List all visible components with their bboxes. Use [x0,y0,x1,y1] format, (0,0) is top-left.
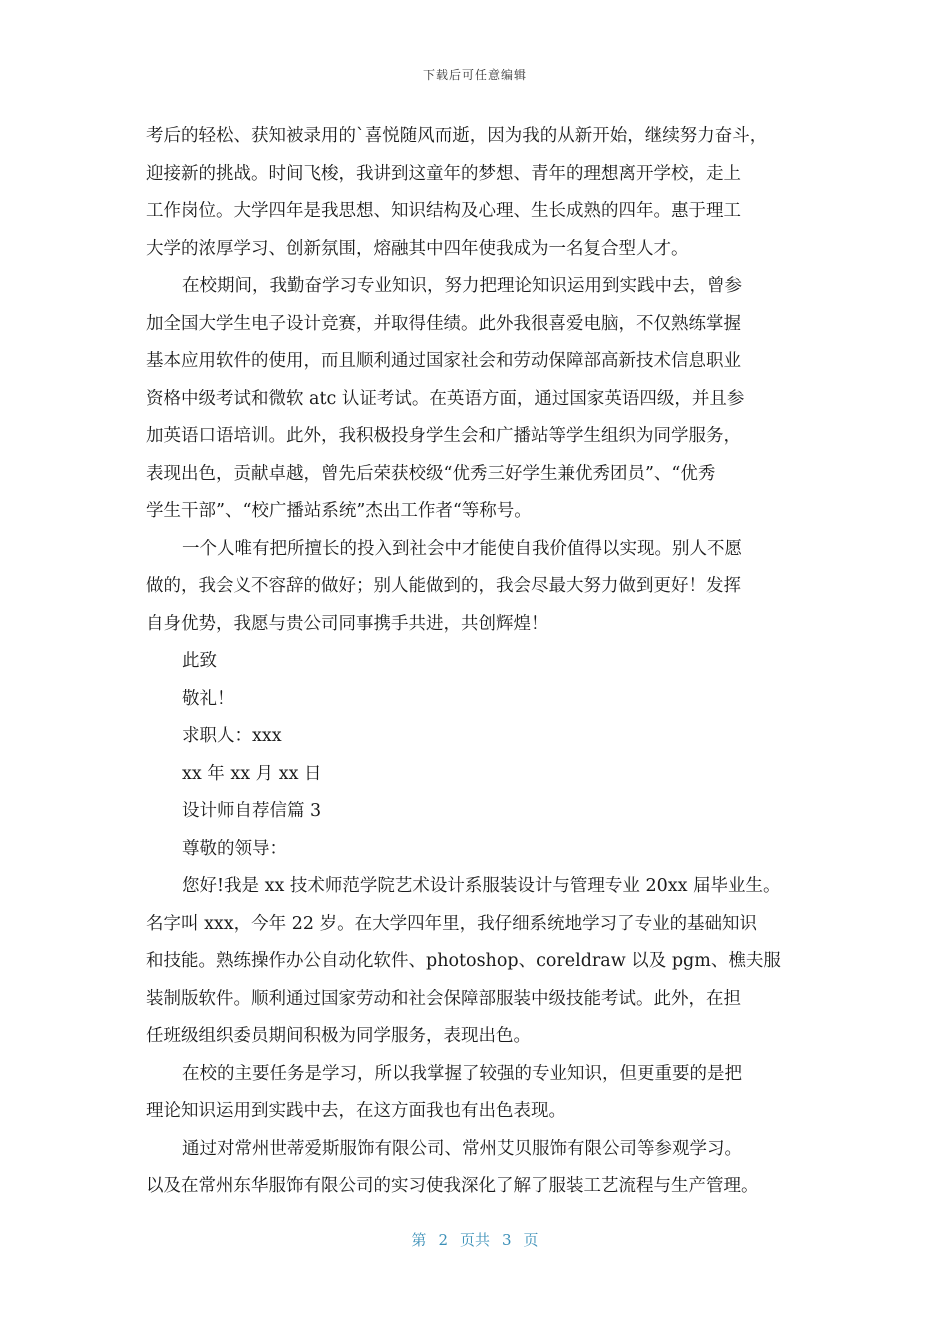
text-line: 通过对常州世蒂爱斯服饰有限公司、常州艾贝服饰有限公司等参观学习。 [182,1138,742,1159]
page-number [0,1229,950,1250]
text-line: 在校的主要任务是学习，所以我掌握了较强的专业知识，但更重要的是把 [182,1063,742,1084]
text-line: 理论知识运用到实践中去，在这方面我也有出色表现。 [146,1101,566,1121]
closing-salutation: 此致 [182,651,217,671]
text-line: 装制版软件。顺利通过国家劳动和社会保障部服装中级技能考试。此外，在担 [146,988,741,1009]
text-line: 大学的浓厚学习、创新氛围，熔融其中四年使我成为一名复合型人才。 [146,238,689,259]
text-line: 名字叫 xxx，今年 22 岁。在大学四年里，我仔细系统地学习了专业的基础知识 [146,913,758,934]
page-middle: 页共 [459,1231,490,1249]
letter-date: xx 年 xx 月 xx 日 [182,763,322,784]
text-line: 表现出色，贡献卓越，曾先后荣获校级“优秀三好学生兼优秀团员”、“优秀 [146,463,716,484]
page-header: 下载后可任意编辑 [422,68,527,82]
text-line: 加英语口语培训。此外，我积极投身学生会和广播站等学生组织为同学服务， [146,426,741,446]
text-line: 和技能。熟练操作办公自动化软件、photoshop、coreldraw 以及 pgm、樵夫服 [146,951,781,971]
closing-regards: 敬礼！ [182,688,235,709]
text-line: 考后的轻松、获知被录用的`喜悦随风而逝，因为我的从新开始，继续努力奋斗， [146,126,768,146]
page-prefix: 第 [411,1231,427,1249]
text-line: 您好!我是 xx 技术师范学院艺术设计系服装设计与管理专业 20xx 届毕业生。 [182,876,781,896]
text-line: 学生干部”、“校广播站系统”杰出工作者“等称号。 [146,501,532,521]
text-line: 加全国大学生电子设计竞赛，并取得佳绩。此外我很喜爱电脑，不仅熟练掌握 [146,313,741,334]
letter-body [146,118,826,1206]
text-line: 基本应用软件的使用，而且顺利通过国家社会和劳动保障部高新技术信息职业 [146,351,741,371]
text-line: 资格中级考试和微软 atc 认证考试。在英语方面，通过国家英语四级，并且参 [146,388,745,409]
text-line: 以及在常州东华服饰有限公司的实习使我深化了解了服装工艺流程与生产管理。 [146,1176,759,1196]
text-line: 工作岗位。大学四年是我思想、知识结构及心理、生长成熟的四年。惠于理工 [146,201,741,221]
section-title: 设计师自荐信篇 3 [182,801,322,821]
text-line: 任班级组织委员期间积极为同学服务，表现出色。 [146,1026,531,1046]
text-line: 自身优势，我愿与贵公司同事携手共进，共创辉煌！ [146,613,549,634]
text-line: 做的，我会义不容辞的做好；别人能做到的，我会尽最大努力做到更好！发挥 [146,576,741,596]
current-page: 2 [438,1231,448,1249]
greeting: 尊敬的领导： [182,838,287,859]
total-pages: 3 [502,1231,512,1249]
text-line: 在校期间，我勤奋学习专业知识，努力把理论知识运用到实践中去，曾参 [182,276,742,296]
text-line: 一个人唯有把所擅长的投入到社会中才能使自我价值得以实现。别人不愿 [182,538,742,559]
page-suffix: 页 [523,1231,539,1249]
applicant-signature: 求职人：xxx [182,726,282,746]
text-line: 迎接新的挑战。时间飞梭，我讲到这童年的梦想、青年的理想离开学校，走上 [146,163,741,184]
